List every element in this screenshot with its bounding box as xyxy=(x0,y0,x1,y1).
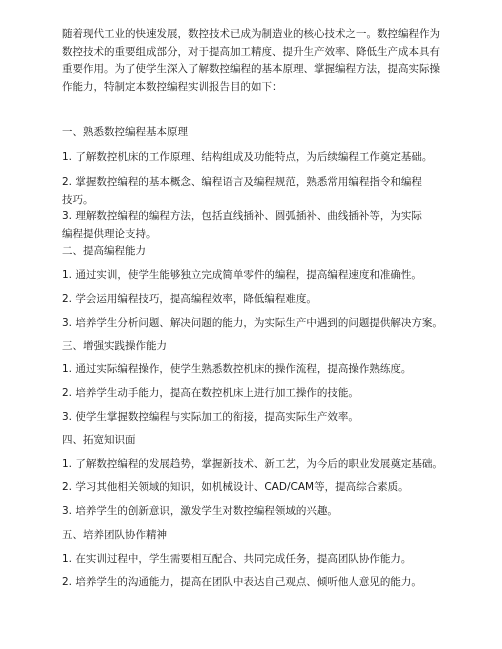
list-item: 2. 学习其他相关领域的知识，如机械设计、CAD/CAM等，提高综合素质。 xyxy=(62,481,409,493)
list-item: 3. 培养学生的创新意识，激发学生对数控编程领域的兴趣。 xyxy=(62,505,338,517)
list-item: 3. 理解数控编程的编程方法，包括直线插补、圆弧插补、曲线插补等，为实际编程提供理论支持。 xyxy=(62,210,422,240)
list-item: 1. 通过实训，使学生能够独立完成简单零件的编程，提高编程速度和准确性。 xyxy=(62,269,422,281)
intro-paragraph: 随着现代工业的快速发展，数控技术已成为制造业的核心技术之一。数控编程作为数控技术的重要组成部分，对于提高加工精度、提升生产效率、降低生产成本具有重要作用。为了使学生深入了解数控编程的基本原理、掌握编程方法，提高实际操作能力，特制定本数控编程实训报告目的如下： xyxy=(62,28,440,93)
list-item: 2. 培养学生的沟通能力，提高在团队中表达自己观点、倾听他人意见的能力。 xyxy=(62,576,422,588)
section-heading: 四、拓宽知识面 xyxy=(62,434,136,446)
list-item: 1. 在实训过程中，学生需要相互配合、共同完成任务，提高团队协作能力。 xyxy=(62,553,412,565)
section-heading: 三、增强实践操作能力 xyxy=(62,340,167,352)
list-item: 2. 掌握数控编程的基本概念、编程语言及编程规范，熟悉常用编程指令和编程技巧。 xyxy=(62,176,422,206)
list-item: 3. 使学生掌握数控编程与实际加工的衔接，提高实际生产效率。 xyxy=(62,411,359,423)
list-item: 3. 培养学生分析问题、解决问题的能力，为实际生产中遇到的问题提供解决方案。 xyxy=(62,317,443,329)
list-item: 1. 了解数控机床的工作原理、结构组成及功能特点，为后续编程工作奠定基础。 xyxy=(62,151,433,163)
section-heading: 二、提高编程能力 xyxy=(62,245,146,257)
list-item: 1. 通过实际编程操作，使学生熟悉数控机床的操作流程，提高操作熟练度。 xyxy=(62,363,412,375)
list-item: 2. 学会运用编程技巧，提高编程效率，降低编程难度。 xyxy=(62,293,317,305)
section-heading: 一、熟悉数控编程基本原理 xyxy=(62,126,188,138)
list-item: 2. 培养学生动手能力，提高在数控机床上进行加工操作的技能。 xyxy=(62,387,359,399)
list-item: 1. 了解数控编程的发展趋势，掌握新技术、新工艺，为今后的职业发展奠定基础。 xyxy=(62,458,443,470)
section-heading: 五、培养团队协作精神 xyxy=(62,529,167,541)
